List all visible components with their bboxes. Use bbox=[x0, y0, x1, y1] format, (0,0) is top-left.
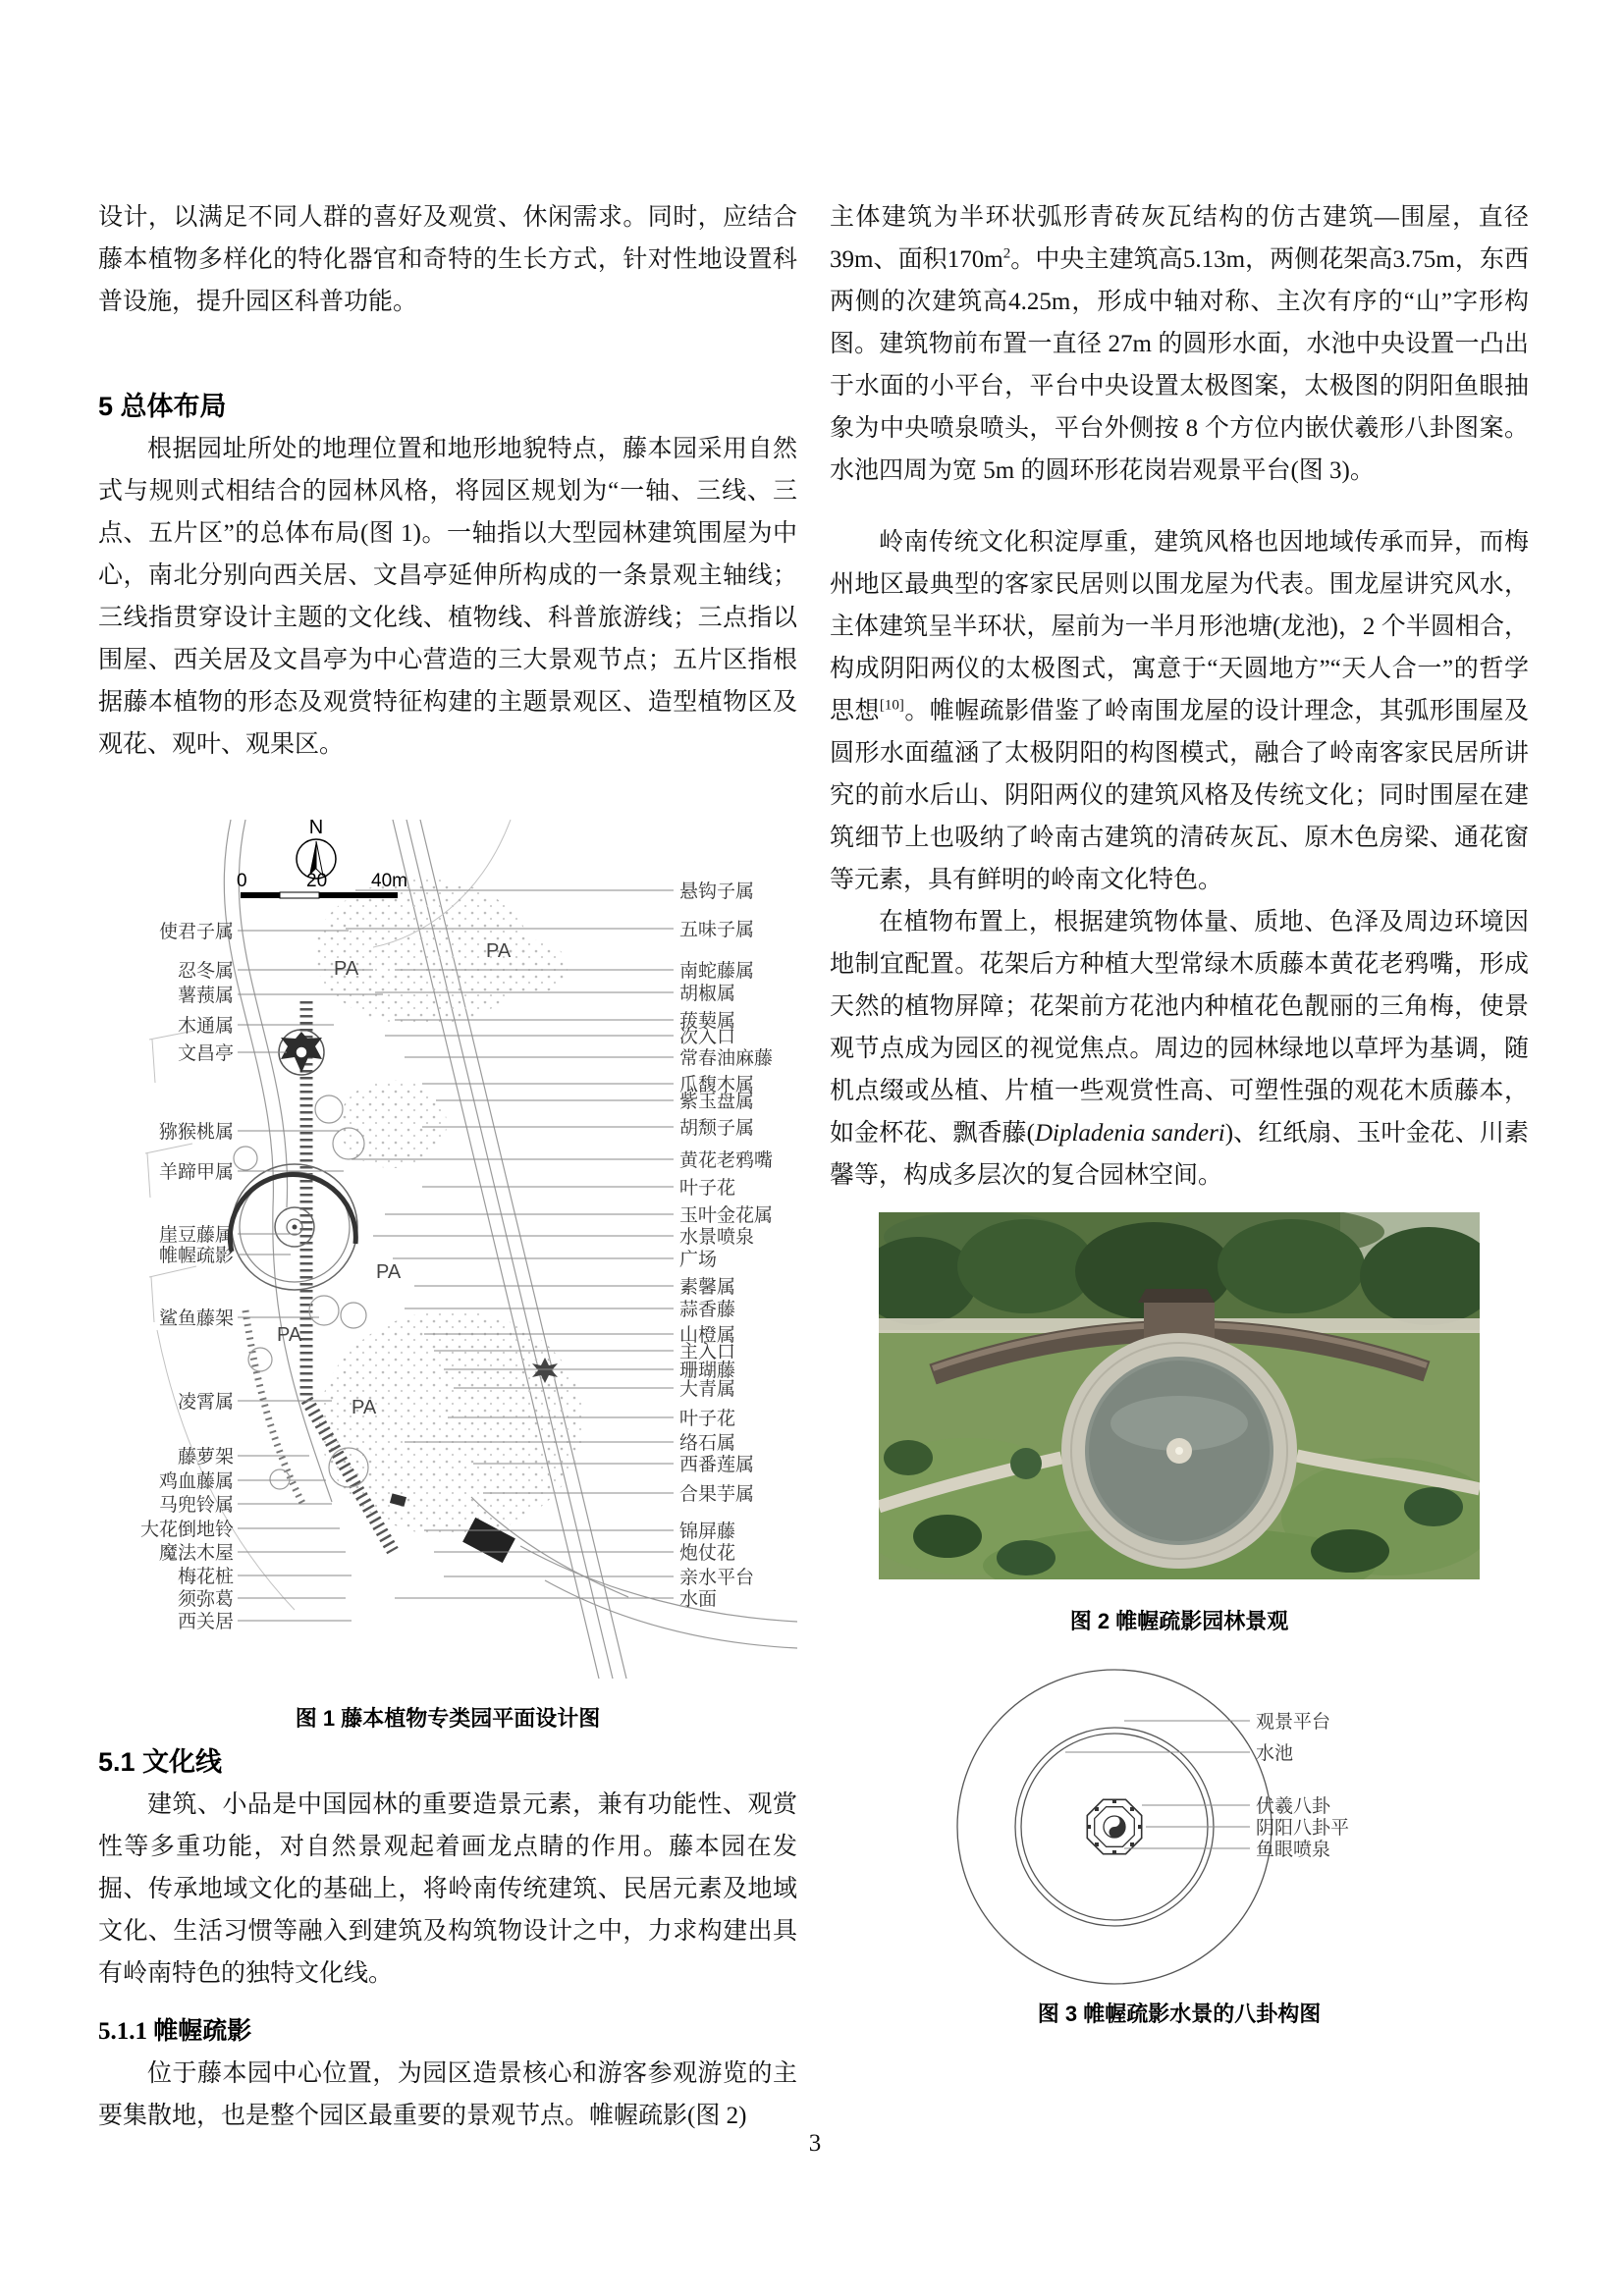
right-paragraph-3: 在植物布置上，根据建筑物体量、质地、色泽及周边环境因地制宜配置。花架后方种植大型常绿木质藤本黄花老鸦嘴，形成天然的植物屏障；花架前方花池内种植花色靓丽的三角梅，使景观节点成为园区的视觉焦点。周边的园林绿地以草坪为基调，随机点缀或丛植、片植一些观赏性高、可塑性强的观花木质藤本，如金杯花、飘香藤(Dipladenia sanderi)、红纸扇、玉叶金花、川素馨等，构成多层次的复合园林空间。 bbox=[830, 909, 1530, 1189]
bagua-octagon bbox=[1087, 1799, 1142, 1854]
plan-label: 胡颓子属 bbox=[679, 1118, 755, 1139]
figure3-caption: 图 3 帷幄疏影水景的八卦构图 bbox=[1037, 2002, 1322, 2026]
plan-label: 西关居 bbox=[177, 1612, 234, 1632]
plan-label: 合果芋属 bbox=[679, 1484, 755, 1505]
section-511-heading: 5.1.1 帷幄疏影 bbox=[98, 2018, 252, 2045]
diagram-label: 水池 bbox=[1256, 1743, 1294, 1764]
pa-area-label: PA bbox=[277, 1324, 302, 1346]
plan-label: 西番莲属 bbox=[679, 1455, 755, 1475]
plan-label: 炮仗花 bbox=[679, 1543, 736, 1564]
central-circle-node bbox=[230, 1164, 357, 1290]
plan-label: 大青属 bbox=[679, 1379, 736, 1400]
plan-label: 紫玉盘属 bbox=[679, 1092, 755, 1112]
plan-label: 凌霄属 bbox=[177, 1392, 234, 1413]
scale-bar bbox=[237, 871, 407, 898]
road-line bbox=[224, 820, 273, 1207]
section-5-heading: 5 总体布局 bbox=[98, 392, 227, 421]
right-paragraph-1: 主体建筑为半环状弧形青砖灰瓦结构的仿古建筑—围屋，直径39m、面积$170m^2$。中央主建筑高5.13m，两侧花架高3.75m，东西两侧的次建筑高4.25m，形成中轴对称、主次有序的“山”字形构图。建筑物前布置一直径 27m 的圆形水面，水池中央设置一凸出于水面的小平台，平台中央设置太极图案，太极图的阴阳鱼眼抽象为中央喷泉喷头，平台外侧按 8 个方位内嵌伏羲形八卦图案。水池四周为宽 5m 的圆环形花岗岩观景平台(图 3)。 bbox=[830, 204, 1529, 484]
plan-label: 水面 bbox=[679, 1589, 718, 1610]
plan-label: 叶子花 bbox=[679, 1178, 736, 1199]
north-arrow-icon bbox=[297, 820, 336, 879]
plan-label: 叶子花 bbox=[679, 1409, 736, 1429]
plan-label: 悬钩子属 bbox=[679, 881, 755, 902]
plan-label: 五味子属 bbox=[679, 920, 755, 940]
figure1-caption: 图 1 藤本植物专类园平面设计图 bbox=[295, 1706, 601, 1731]
figure2-photo bbox=[879, 1212, 1480, 1579]
plan-label: 梅花桩 bbox=[177, 1567, 234, 1587]
plan-label: 魔法木屋 bbox=[158, 1543, 234, 1564]
scale-tick: 20 bbox=[306, 871, 328, 891]
section-5-paragraph: 根据园址所处的地理位置和地形地貌特点，藤本园采用自然式与规则式相结合的园林风格，将园区规划为“一轴、三线、三点、五片区”的总体布局(图 1)。一轴指以大型园林建筑围屋为中心，南北分别向西关居、文昌亭延伸所构成的一条景观主轴线；三线指贯穿设计主题的文化线、植物线、科普旅游线；三点指以围屋、西关居及文昌亭为中心营造的三大景观节点；五片区指根据藤本植物的形态及观赏特征构建的主题景观区、造型植物区及观花、观叶、观果区。 bbox=[98, 436, 797, 758]
plan-label: 大花倒地铃 bbox=[139, 1520, 234, 1540]
right-paragraph-2: 岭南传统文化积淀厚重，建筑风格也因地域传承而异，而梅州地区最典型的客家民居则以围龙屋为代表。围龙屋讲究风水，主体建筑呈半环状，屋前为一半月形池塘(龙池)，2 个半圆相合，构成阴阳两仪的太极图式，寓意于“天圆地方”“天人合一”的哲学思想[10]。帷幄疏影借鉴了岭南围龙屋的设计理念，其弧形围屋及圆形水面蕴涵了太极阴阳的构图模式，融合了岭南客家民居所讲究的前水后山、阴阳两仪的建筑风格及传统文化；同时围屋在建筑细节上也吸纳了岭南古建筑的清砖灰瓦、原木色房梁、通花窗等元素，具有鲜明的岭南文化特色。 bbox=[830, 529, 1529, 893]
diagram-label: 鱼眼喷泉 bbox=[1256, 1840, 1331, 1860]
diagram-label: 伏羲八卦 bbox=[1256, 1796, 1331, 1817]
scale-tick: 0 bbox=[237, 871, 247, 891]
plan-label: 忍冬属 bbox=[177, 961, 234, 982]
plan-label: 文昌亭 bbox=[177, 1043, 234, 1064]
plan-label: 蒜香藤 bbox=[679, 1300, 736, 1320]
plan-label: 薯蓣属 bbox=[177, 986, 234, 1006]
plan-label: 素馨属 bbox=[679, 1277, 736, 1298]
section-51-paragraph: 建筑、小品是中国园林的重要造景元素，兼有功能性、观赏性等多重功能，对自然景观起着画龙点睛的作用。藤本园在发掘、传承地域文化的基础上，将岭南传统建筑、民居元素及地域文化、生活习惯等融入到建筑及构筑物设计之中，力求构建出具有岭南特色的独特文化线。 bbox=[98, 1791, 797, 1987]
plan-label: 须弥葛 bbox=[177, 1589, 234, 1610]
plan-label: 次入口 bbox=[679, 1027, 736, 1047]
plan-label: 锦屏藤 bbox=[679, 1522, 736, 1542]
plan-label: 主入口 bbox=[679, 1342, 736, 1362]
arc-building bbox=[230, 1174, 355, 1252]
plan-label: 鲨鱼藤架 bbox=[158, 1308, 234, 1329]
plan-label: 马兜铃属 bbox=[158, 1495, 234, 1516]
plan-label: 胡椒属 bbox=[679, 984, 736, 1004]
plan-label: 水景喷泉 bbox=[679, 1227, 755, 1248]
plan-label: 使君子属 bbox=[158, 922, 234, 942]
plan-label: 黄花老鸦嘴 bbox=[679, 1150, 774, 1171]
plan-label: 玉叶金花属 bbox=[679, 1205, 774, 1226]
diagram-label: 阴阳八卦平 bbox=[1256, 1818, 1350, 1839]
paragraph-continuation: 设计，以满足不同人群的喜好及观赏、休闲需求。同时，应结合藤本植物多样化的特化器官和奇特的生长方式，针对性地设置科普设施，提升园区科普功能。 bbox=[98, 204, 797, 315]
pa-area-label: PA bbox=[352, 1397, 377, 1418]
planting-area bbox=[319, 1310, 584, 1536]
plan-label: 菝葜属 bbox=[679, 1011, 736, 1032]
plan-label: 鸡血藤属 bbox=[158, 1471, 234, 1492]
pa-area-label: PA bbox=[376, 1261, 402, 1283]
north-label: N bbox=[308, 820, 324, 838]
scale-tick: 40m bbox=[371, 871, 407, 891]
pa-area-label: PA bbox=[486, 940, 512, 962]
section-51-heading: 5.1 文化线 bbox=[98, 1747, 223, 1777]
diagram-label: 观景平台 bbox=[1256, 1712, 1331, 1733]
plan-label: 南蛇藤属 bbox=[679, 961, 755, 982]
plan-label: 木通属 bbox=[177, 1016, 234, 1037]
plan-label: 猕猴桃属 bbox=[158, 1122, 234, 1143]
plan-label: 广场 bbox=[679, 1250, 718, 1270]
figure2-caption: 图 2 帷幄疏影园林景观 bbox=[1069, 1609, 1289, 1633]
plan-label: 山橙属 bbox=[679, 1325, 736, 1346]
plan-label: 瓜馥木属 bbox=[679, 1075, 755, 1095]
figure1-plan-drawing bbox=[98, 820, 797, 1679]
plan-label: 珊瑚藤 bbox=[679, 1361, 736, 1381]
plan-left-labels bbox=[140, 921, 383, 1632]
plan-label: 帷幄疏影 bbox=[158, 1246, 234, 1266]
figure3-bagua-diagram bbox=[830, 1664, 1529, 1988]
left-column bbox=[98, 196, 797, 2137]
pa-area-label: PA bbox=[334, 958, 359, 980]
plan-label: 崖豆藤属 bbox=[158, 1225, 234, 1246]
plan-label: 络石属 bbox=[679, 1433, 736, 1454]
planting-area bbox=[339, 1080, 447, 1168]
plan-label: 亲水平台 bbox=[679, 1568, 755, 1588]
section-511-paragraph: 位于藤本园中心位置，为园区造景核心和游客参观游览的主要集散地，也是整个园区最重要的景观节点。帷幄疏影(图 2) bbox=[98, 2060, 797, 2129]
plan-label: 羊蹄甲属 bbox=[158, 1162, 234, 1183]
plan-label: 常春油麻藤 bbox=[679, 1048, 774, 1069]
right-column bbox=[830, 196, 1529, 2029]
plan-label: 藤萝架 bbox=[177, 1447, 234, 1468]
page-number: 3 bbox=[808, 2130, 822, 2157]
